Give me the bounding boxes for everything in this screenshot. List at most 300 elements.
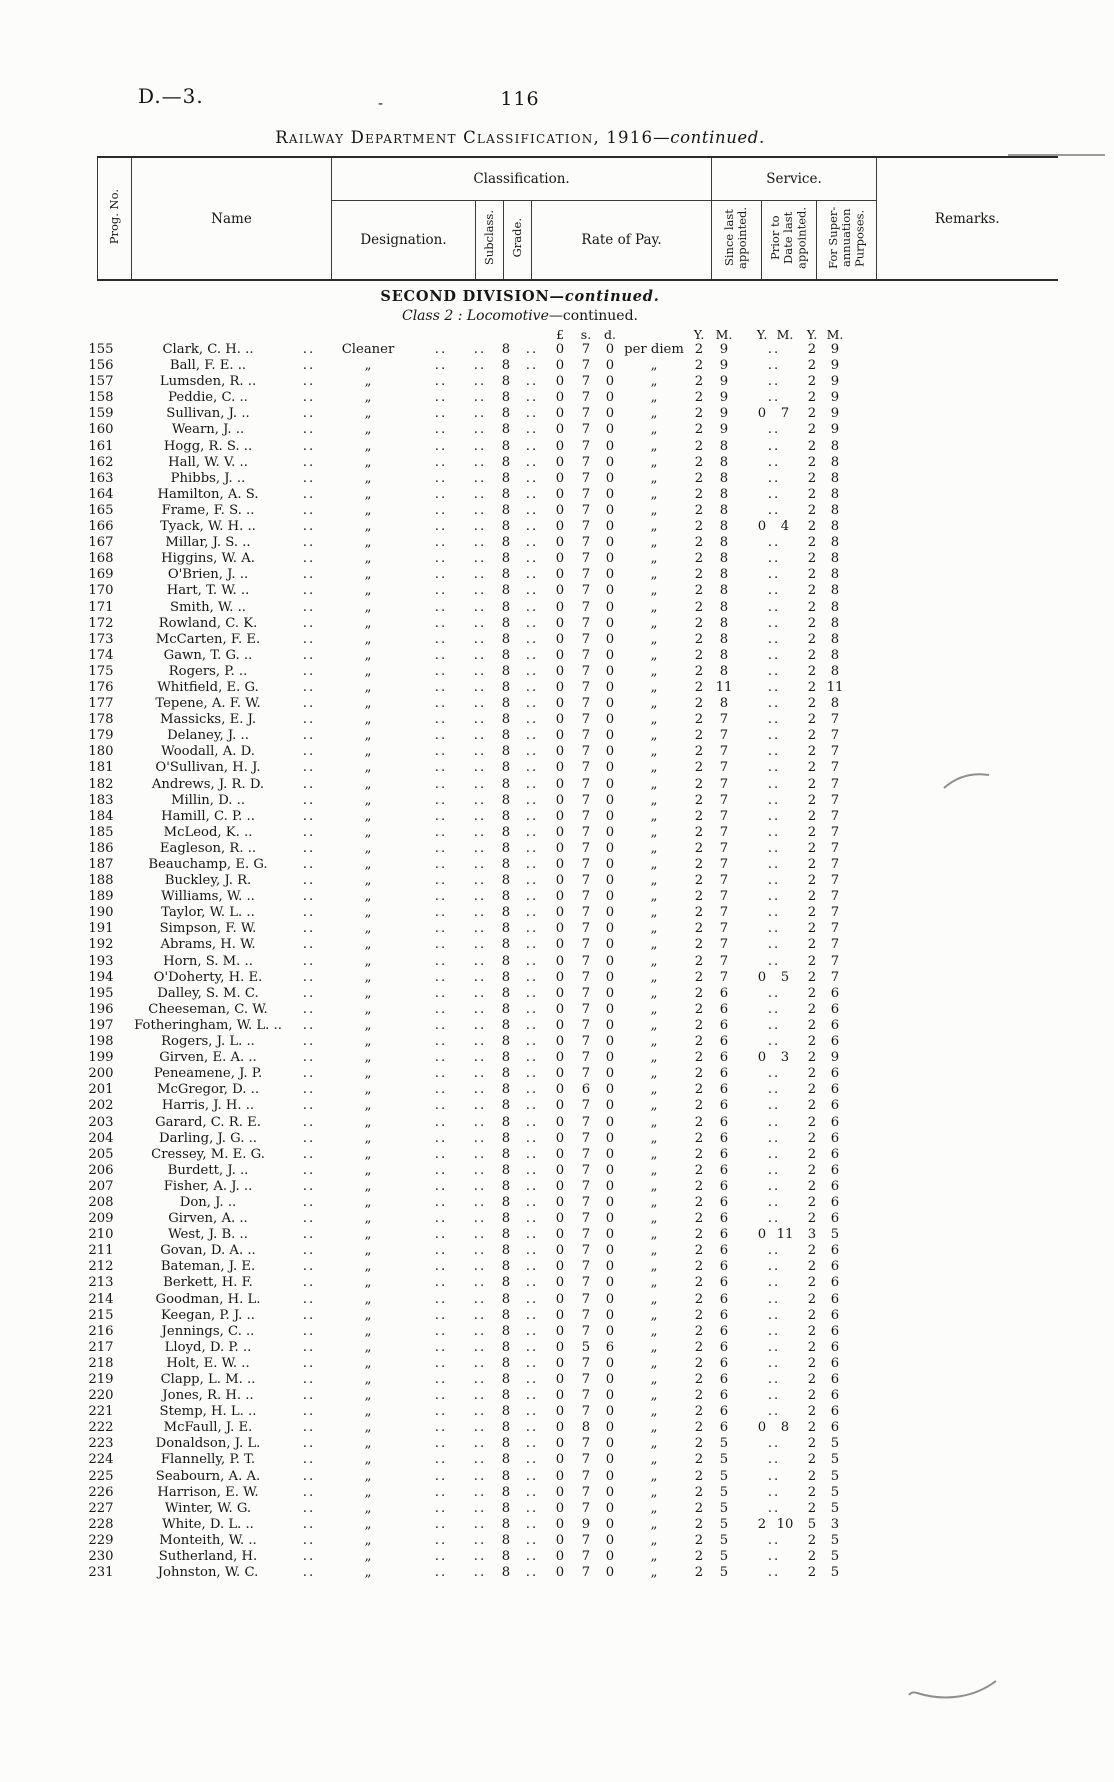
leader-dots: .. [434,744,448,760]
rate-shillings-cell: 7 [581,744,591,760]
since-years-cell: 2 [694,1291,704,1307]
since-months-cell: 9 [719,358,729,374]
super-years-cell: 2 [807,374,817,390]
since-months-cell: 7 [719,889,729,905]
leader-dots: .. [302,438,316,454]
super-years-cell: 2 [807,776,817,792]
leader-dots: .. [302,1500,316,1516]
leader-dots: .. [473,1001,487,1017]
rate-shillings-cell: 7 [581,551,591,567]
subclass-cell: 8 [501,1001,511,1017]
pay-unit-cell: „ [650,873,658,889]
pay-unit-cell: „ [650,1162,658,1178]
pay-unit-cell: „ [650,1452,658,1468]
since-years-cell: 2 [694,873,704,889]
rate-shillings-cell: 7 [581,1017,591,1033]
since-years-cell: 2 [694,969,704,985]
rate-pence-cell: 0 [605,1066,615,1082]
super-months-cell: 6 [830,1211,840,1227]
name-cell: Fotheringham, W. L. .. [134,1017,282,1033]
since-months-cell: 5 [719,1500,729,1516]
super-years-cell: 2 [807,1082,817,1098]
gap-cell [737,1163,751,1179]
pay-unit-cell: „ [650,857,658,872]
leader-dots: .. [302,1146,316,1162]
prog-no-cell: 213 [88,1275,114,1291]
leader-dots: .. [302,1484,316,1500]
subclass-cell: 8 [501,696,511,712]
since-months-cell: 6 [719,1178,729,1194]
prior-empty-cell: .. [767,1532,781,1548]
since-years-cell: 2 [694,696,704,712]
leader-dots: .. [302,1372,316,1387]
leader-dots: .. [473,1178,487,1194]
leader-dots: .. [434,1452,448,1468]
leader-dots: .. [434,1500,448,1516]
name-cell: Phibbs, J. .. [170,470,246,486]
leader-dots: .. [473,1339,487,1355]
leader-dots: .. [302,1098,316,1114]
leader-dots: .. [525,374,539,390]
roster-row [85,1308,847,1324]
subclass-cell: 8 [501,583,511,599]
super-years-cell: 2 [807,454,817,470]
pay-unit-cell: per diem [624,342,684,357]
leader-dots: .. [473,358,487,374]
subclass-cell: 8 [501,760,511,776]
prior-empty-cell: .. [767,486,781,502]
designation-cell: „ [364,486,372,502]
subclass-cell: 8 [501,1388,511,1404]
prog-no-cell: 209 [88,1211,114,1227]
header-grade: Grade. [504,201,532,281]
pay-unit-cell: „ [650,760,658,776]
prog-no-cell: 214 [88,1291,114,1307]
rate-pence-cell: 0 [605,792,615,808]
pay-unit-cell: „ [650,1388,658,1404]
leader-dots: .. [525,1323,539,1339]
designation-cell: „ [364,760,372,776]
name-cell: Holt, E. W. .. [166,1355,250,1371]
designation-cell: „ [364,1307,372,1323]
leader-dots: .. [434,808,448,824]
leader-dots: .. [525,937,539,953]
since-years-cell: 2 [694,889,704,905]
rate-pence-cell: 0 [605,470,615,486]
roster-row [85,1388,847,1404]
name-cell: Cheeseman, C. W. [148,1001,268,1017]
leader-dots: .. [302,1227,316,1243]
rate-shillings-cell: 7 [581,454,591,470]
subclass-cell: 8 [501,889,511,905]
rate-pounds-cell: 0 [555,1484,565,1500]
prior-empty-cell: .. [767,1017,781,1033]
leader-dots: .. [473,631,487,647]
rate-pence-cell: 0 [605,937,615,953]
since-months-cell: 6 [719,1404,729,1420]
gap-cell [737,1115,751,1131]
leader-dots: .. [473,1017,487,1033]
leader-dots: .. [302,342,316,357]
since-months-cell: 5 [719,1532,729,1548]
rate-pounds-cell: 0 [555,1146,565,1162]
since-years-cell: 2 [694,1372,704,1387]
rate-shillings-cell: 7 [581,985,591,1001]
since-years-cell: 2 [694,1355,704,1371]
super-years-cell: 2 [807,1420,817,1436]
page-number: 116 [500,88,540,110]
pay-unit-cell: „ [650,438,658,454]
name-cell: Buckley, J. R. [164,873,252,889]
rate-pounds-cell: 0 [555,1243,565,1259]
gap-cell [737,680,751,696]
since-years-cell: 2 [694,1017,704,1033]
designation-cell: „ [364,1259,372,1275]
designation-cell: „ [364,937,372,953]
gap-cell [737,1275,751,1291]
gap-cell [737,809,751,825]
roster-row [85,1533,847,1549]
super-years-cell: 3 [807,1227,817,1243]
leader-dots: .. [302,358,316,374]
leader-dots: .. [525,792,539,808]
designation-cell: „ [364,1452,372,1468]
rate-shillings-cell: 7 [581,776,591,792]
leader-dots: .. [434,1082,448,1098]
leader-dots: .. [525,1516,539,1532]
rate-pence-cell: 0 [605,1500,615,1516]
gap-cell [737,583,751,599]
rate-pence-cell: 0 [605,519,615,535]
since-years-cell: 2 [694,1066,704,1082]
super-months-cell: 8 [830,519,840,535]
rate-pounds-cell: 0 [555,583,565,599]
gap-cell [737,1066,751,1082]
rate-pounds-cell: 0 [555,1420,565,1436]
super-months-cell: 6 [830,1355,840,1371]
super-months-cell: 6 [830,1388,840,1404]
leader-dots: .. [434,647,448,663]
leader-dots: .. [302,1452,316,1468]
prog-no-cell: 160 [88,422,114,438]
super-months-cell: 5 [830,1227,840,1243]
subclass-cell: 8 [501,857,511,872]
pay-unit-cell: „ [650,1034,658,1050]
since-years-cell: 2 [694,921,704,937]
rate-pence-cell: 0 [605,1484,615,1500]
prog-no-cell: 196 [88,1001,114,1017]
leader-dots: .. [473,1146,487,1162]
roster-row [85,455,847,471]
leader-dots: .. [473,551,487,567]
rate-shillings-cell: 7 [581,567,591,583]
gap-cell [737,1372,751,1388]
name-cell: Dalley, S. M. C. [157,985,259,1001]
leader-dots: .. [434,937,448,953]
leader-dots: .. [473,470,487,486]
since-years-cell: 2 [694,486,704,502]
pay-unit-cell: „ [650,937,658,953]
name-cell: Williams, W. .. [161,889,255,905]
roster-row [85,954,847,970]
prog-no-cell: 231 [88,1565,114,1581]
leader-dots: .. [434,696,448,712]
prior-empty-cell: .. [767,985,781,1001]
roster-row [85,793,847,809]
leader-dots: .. [302,422,316,438]
gap-cell [737,616,751,632]
rate-shillings-cell: 7 [581,808,591,824]
rate-shillings-cell: 7 [581,1291,591,1307]
since-years-cell: 2 [694,953,704,969]
prior-empty-cell: .. [767,438,781,454]
gap-cell [737,358,751,374]
leader-dots: .. [473,1355,487,1371]
leader-dots: .. [434,567,448,583]
rate-pence-cell: 0 [605,406,615,422]
name-cell: Sutherland, H. [158,1549,258,1565]
since-years-cell: 2 [694,1532,704,1548]
rate-pence-cell: 0 [605,712,615,728]
since-months-cell: 6 [719,1162,729,1178]
designation-cell: „ [364,679,372,695]
since-months-cell: 5 [719,1436,729,1452]
rate-pounds-cell: 0 [555,519,565,535]
rate-pence-cell: 0 [605,1114,615,1130]
roster-row [85,1050,847,1066]
leader-dots: .. [525,1452,539,1468]
subclass-cell: 8 [501,1339,511,1355]
designation-cell: Cleaner [341,342,395,357]
designation-cell: „ [364,502,372,518]
roster-row [85,648,847,664]
super-months-cell: 8 [830,567,840,583]
designation-cell: „ [364,1404,372,1420]
since-months-cell: 7 [719,792,729,808]
super-years-cell: 2 [807,1146,817,1162]
leader-dots: .. [525,857,539,872]
gap-cell [737,1420,751,1436]
roster-row [85,1275,847,1291]
name-cell: Simpson, F. W. [159,921,257,937]
leader-dots: .. [473,1549,487,1565]
leader-dots: .. [473,1098,487,1114]
leader-dots: .. [473,760,487,776]
rate-pounds-cell: 0 [555,873,565,889]
center-dash-mark: - [378,94,384,112]
prior-months-cell: 8 [780,1420,790,1436]
leader-dots: .. [434,969,448,985]
since-months-cell: 7 [719,873,729,889]
since-years-cell: 2 [694,1082,704,1098]
rate-pence-cell: 0 [605,1146,615,1162]
name-cell: Beauchamp, E. G. [148,857,268,872]
prog-no-cell: 165 [88,502,114,518]
leader-dots: .. [434,776,448,792]
leader-dots: .. [473,1372,487,1387]
name-cell: Cressey, M. E. G. [151,1146,265,1162]
leader-dots: .. [525,1050,539,1066]
pay-unit-cell: „ [650,953,658,969]
rate-shillings-cell: 7 [581,583,591,599]
rate-pence-cell: 0 [605,342,615,357]
leader-dots: .. [434,1211,448,1227]
since-years-cell: 2 [694,502,704,518]
leader-dots: .. [434,1259,448,1275]
prog-no-cell: 212 [88,1259,114,1275]
prior-empty-cell: .. [767,808,781,824]
super-years-cell: 2 [807,1291,817,1307]
column-header-table [97,156,1058,281]
units-spacer [85,327,547,342]
rate-shillings-cell: 7 [581,519,591,535]
super-years-cell: 2 [807,663,817,679]
roster-row [85,680,847,696]
prog-no-cell: 193 [88,953,114,969]
roster-row [85,374,847,390]
prior-empty-cell: .. [767,1034,781,1050]
prog-no-cell: 171 [88,599,114,615]
rate-shillings-cell: 7 [581,1323,591,1339]
super-years-cell: 2 [807,358,817,374]
prog-no-cell: 226 [88,1484,114,1500]
subclass-cell: 8 [501,873,511,889]
leader-dots: .. [525,808,539,824]
prog-no-cell: 176 [88,679,114,695]
since-years-cell: 2 [694,1162,704,1178]
since-years-cell: 2 [694,1452,704,1468]
rate-pence-cell: 0 [605,1565,615,1581]
rate-shillings-cell: 7 [581,696,591,712]
super-years-cell: 2 [807,567,817,583]
name-cell: Harrison, E. W. [157,1484,259,1500]
leader-dots: .. [302,1323,316,1339]
since-years-cell: 2 [694,744,704,760]
prog-no-cell: 204 [88,1130,114,1146]
since-years-cell: 2 [694,599,704,615]
leader-dots: .. [525,1146,539,1162]
roster-row [85,632,847,648]
roster-row [85,1420,847,1436]
unit-years: Y. [806,327,818,342]
roster-row [85,937,847,953]
prior-empty-cell: .. [767,1001,781,1017]
rate-shillings-cell: 7 [581,1194,591,1210]
rate-shillings-cell: 7 [581,1130,591,1146]
since-years-cell: 2 [694,1339,704,1355]
rate-shillings-cell: 7 [581,1098,591,1114]
rate-shillings-cell: 7 [581,1565,591,1581]
gap-cell [737,342,751,358]
gap-cell [737,889,751,905]
designation-cell: „ [364,1050,372,1066]
subclass-cell: 8 [501,486,511,502]
leader-dots: .. [525,1275,539,1291]
leader-dots: .. [434,1001,448,1017]
leader-dots: .. [525,615,539,631]
designation-cell: „ [364,873,372,889]
gap-cell [737,696,751,712]
leader-dots: .. [434,583,448,599]
prog-no-cell: 224 [88,1452,114,1468]
subclass-cell: 8 [501,744,511,760]
since-months-cell: 6 [719,1307,729,1323]
designation-cell: „ [364,985,372,1001]
roster-row [85,471,847,487]
rate-pounds-cell: 0 [555,358,565,374]
header-designation: Designation. [332,201,476,281]
super-months-cell: 8 [830,454,840,470]
roster-row [85,1115,847,1131]
leader-dots: .. [473,937,487,953]
rate-shillings-cell: 7 [581,1372,591,1387]
rate-pounds-cell: 0 [555,1323,565,1339]
name-cell: McGregor, D. .. [156,1082,260,1098]
since-months-cell: 7 [719,857,729,872]
prog-no-cell: 186 [88,840,114,856]
leader-dots: .. [473,502,487,518]
prior-empty-cell: .. [767,647,781,663]
subclass-cell: 8 [501,374,511,390]
roster-row [85,487,847,503]
designation-cell: „ [364,519,372,535]
prior-empty-cell: .. [767,342,781,357]
prior-empty-cell: .. [767,1323,781,1339]
name-cell: White, D. L. .. [162,1516,254,1532]
super-years-cell: 2 [807,857,817,872]
rate-pence-cell: 0 [605,1098,615,1114]
rate-pounds-cell: 0 [555,1355,565,1371]
leader-dots: .. [434,1339,448,1355]
subclass-cell: 8 [501,567,511,583]
super-years-cell: 2 [807,470,817,486]
super-years-cell: 2 [807,1259,817,1275]
roster-row [85,1565,847,1581]
rate-pounds-cell: 0 [555,744,565,760]
subclass-cell: 8 [501,953,511,969]
leader-dots: .. [302,615,316,631]
rate-pence-cell: 0 [605,502,615,518]
leader-dots: .. [434,1323,448,1339]
pay-unit-cell: „ [650,454,658,470]
leader-dots: .. [473,390,487,406]
pen-mark-tick [944,774,989,788]
super-months-cell: 7 [830,937,840,953]
leader-dots: .. [525,728,539,744]
subclass-cell: 8 [501,728,511,744]
since-years-cell: 2 [694,808,704,824]
leader-dots: .. [473,776,487,792]
leader-dots: .. [302,808,316,824]
name-cell: Eagleson, R. .. [159,840,257,856]
rate-pence-cell: 0 [605,873,615,889]
leader-dots: .. [473,744,487,760]
leader-dots: .. [434,1420,448,1436]
leader-dots: .. [525,422,539,438]
since-months-cell: 6 [719,1082,729,1098]
roster-row [85,1469,847,1485]
since-years-cell: 2 [694,631,704,647]
leader-dots: .. [473,679,487,695]
roster-row [85,1018,847,1034]
designation-cell: „ [364,615,372,631]
leader-dots: .. [434,1130,448,1146]
leader-dots: .. [473,519,487,535]
prior-empty-cell: .. [767,599,781,615]
since-months-cell: 6 [719,1098,729,1114]
leader-dots: .. [473,1500,487,1516]
roster-row [85,1549,847,1565]
